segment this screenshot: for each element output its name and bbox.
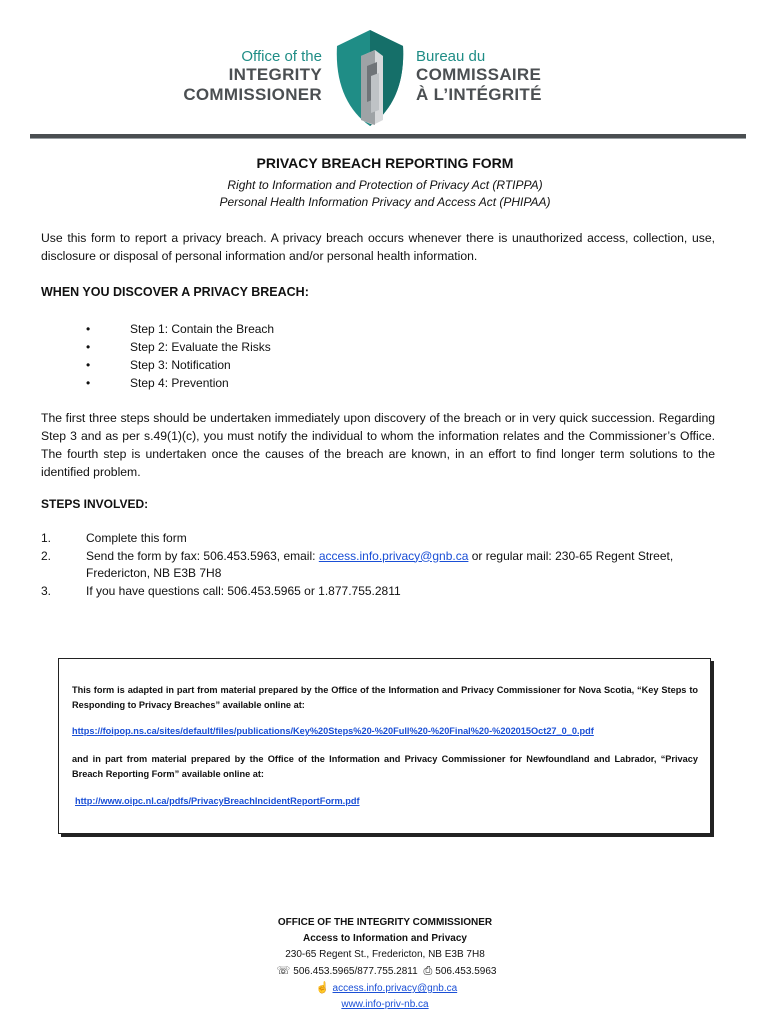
attribution-box — [58, 658, 711, 834]
footer-office: OFFICE OF THE INTEGRITY COMMISSIONER — [277, 917, 493, 928]
header-logo — [0, 28, 770, 128]
discover-heading: WHEN YOU DISCOVER A PRIVACY BREACH: — [41, 285, 309, 299]
logo-french-text — [416, 48, 542, 105]
logo-en-line1: Office of the — [241, 48, 322, 65]
footer-contact — [0, 915, 770, 1013]
attribution-text-nl: and in part from material prepared by the Office of the Information and Privacy Commissioner for Newfoundland and Labrador, “Privacy Breach Reporting Form” available online at: — [72, 754, 698, 779]
list-item — [41, 548, 721, 583]
email-link[interactable]: access.info.privacy@gnb.ca — [318, 548, 469, 563]
ns-source-link[interactable]: https://foipop.ns.ca/sites/default/files/publications/Key%20Steps%20-%20Full%20-%20Final%20-%202015Oct27_0_0.pdf — [72, 726, 594, 736]
logo-en-line3: COMMISSIONER — [183, 85, 322, 104]
fax-icon: ⎙ — [423, 965, 433, 977]
steps-numbered-list — [41, 530, 721, 600]
list-number: 2. — [41, 548, 52, 563]
footer-phone-fax — [0, 963, 770, 980]
integrity-shield-logo — [333, 28, 408, 128]
step-text-post: or regular mail: 230-65 Regent Street, Fredericton, NB E3B 7H8 — [86, 548, 674, 580]
intro-paragraph: Use this form to report a privacy breach. A privacy breach occurs whenever there is unauthorized access, collection, use, disclosure or disposal of personal information and/or personal health information. — [41, 231, 715, 263]
mouse-icon: ☝ — [315, 982, 330, 994]
form-subtitle-phipaa: Personal Health Information Privacy and Access Act (PHIPAA) — [219, 195, 551, 209]
list-number: 3. — [41, 583, 52, 598]
footer-address: 230-65 Regent St., Fredericton, NB E3B 7H8 — [285, 949, 485, 960]
steps-bullet-list — [86, 320, 274, 392]
step-text: Complete this form — [86, 531, 187, 545]
phone-icon: ☏ — [276, 965, 291, 977]
logo-en-line2: INTEGRITY — [228, 65, 322, 84]
footer-fax: 506.453.5963 — [435, 966, 497, 977]
footer-email-link[interactable]: access.info.privacy@gnb.ca — [332, 983, 458, 994]
list-item: • Step 4: Prevention — [86, 374, 274, 392]
step-text: If you have questions call: 506.453.5965 or 1.877.755.2811 — [86, 583, 401, 598]
list-item — [41, 583, 721, 601]
list-number: 1. — [41, 531, 52, 545]
attribution-text-ns: This form is adapted in part from material prepared by the Office of the Information and Privacy Commissioner for Nova Scotia, “Key Steps to Responding to Privacy Breaches” available online at: — [72, 685, 698, 710]
steps-involved-heading: STEPS INVOLVED: — [41, 497, 149, 511]
step-text-pre: Send the form by fax: 506.453.5963, email: — [86, 548, 319, 563]
footer-email-row — [0, 980, 770, 997]
logo-fr-line3: À L’INTÉGRITÉ — [416, 85, 542, 104]
form-title: PRIVACY BREACH REPORTING FORM — [256, 155, 514, 171]
footer-website-link[interactable]: www.info-priv-nb.ca — [341, 999, 429, 1010]
list-item: • Step 3: Notification — [86, 356, 274, 374]
logo-fr-line1: Bureau du — [416, 48, 486, 65]
header-divider — [30, 134, 746, 139]
list-item: • Step 2: Evaluate the Risks — [86, 338, 274, 356]
form-subtitle-rtippa: Right to Information and Protection of Privacy Act (RTIPPA) — [227, 178, 543, 192]
footer-phone: 506.453.5965/877.755.2811 — [293, 966, 418, 977]
list-item — [41, 530, 721, 548]
logo-english-text — [183, 48, 322, 105]
footer-unit: Access to Information and Privacy — [303, 933, 467, 944]
logo-fr-line2: COMMISSAIRE — [416, 65, 542, 84]
nl-source-link[interactable]: http://www.oipc.nl.ca/pdfs/PrivacyBreachIncidentReportForm.pdf — [75, 796, 360, 806]
list-item: • Step 1: Contain the Breach — [86, 320, 274, 338]
steps-paragraph: The first three steps should be undertaken immediately upon discovery of the breach or in very quick succession. Regarding Step 3 and as per s.49(1)(c), you must notify the individual to whom the information relates and the Commissioner’s Office. The fourth step is undertaken once the causes of the breach are known, in an effort to find longer term solutions to the identified problem. — [41, 411, 715, 479]
